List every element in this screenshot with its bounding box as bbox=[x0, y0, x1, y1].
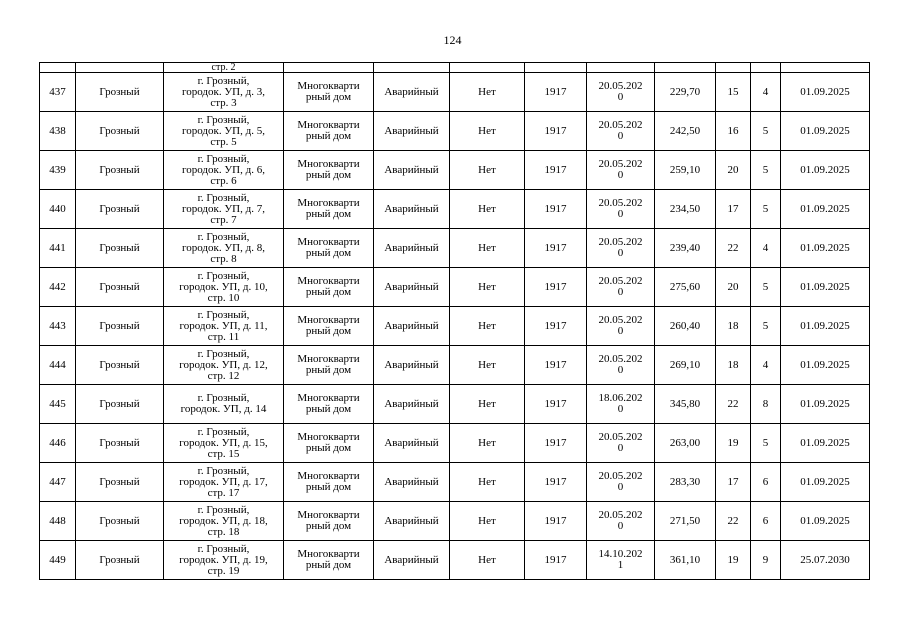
cell-deadline: 01.09.2025 bbox=[781, 190, 870, 229]
cell-type bbox=[284, 63, 374, 73]
cell-city: Грозный bbox=[76, 541, 164, 580]
cell-type-line: рный дом bbox=[305, 247, 352, 259]
cell-type-line: Многокварти bbox=[297, 236, 360, 248]
table-row bbox=[40, 268, 870, 307]
cell-num bbox=[40, 63, 76, 73]
cell-area: 345,80 bbox=[655, 385, 716, 424]
table-row bbox=[40, 190, 870, 229]
cell-year: 1917 bbox=[525, 229, 587, 268]
cell-address-line: г. Грозный, bbox=[197, 425, 250, 438]
cell-count-2: 5 bbox=[751, 268, 781, 307]
cell-count-2: 4 bbox=[751, 346, 781, 385]
cell-address-line: городок. УП, д. 18, bbox=[179, 514, 268, 527]
cell-area bbox=[655, 63, 716, 73]
cell-type bbox=[284, 73, 374, 112]
cell-area: 234,50 bbox=[655, 190, 716, 229]
cell-flag: Нет bbox=[450, 73, 525, 112]
cell-type-line: Многокварти bbox=[297, 509, 360, 521]
cell-status: Аварийный bbox=[374, 229, 450, 268]
cell-count-1: 22 bbox=[716, 502, 751, 541]
cell-type-line: рный дом bbox=[305, 520, 352, 532]
cell-date-line: 20.05.202 bbox=[598, 119, 643, 131]
cell-date-line: 0 bbox=[617, 208, 624, 220]
cell-address-line: городок. УП, д. 7, bbox=[182, 202, 265, 215]
cell-num: 441 bbox=[40, 229, 76, 268]
cell-address bbox=[164, 385, 284, 424]
cell-flag: Нет bbox=[450, 502, 525, 541]
cell-type-line: Многокварти bbox=[297, 470, 360, 482]
cell-city: Грозный bbox=[76, 190, 164, 229]
cell-area: 269,10 bbox=[655, 346, 716, 385]
cell-status: Аварийный bbox=[374, 112, 450, 151]
cell-deadline: 01.09.2025 bbox=[781, 229, 870, 268]
cell-city: Грозный bbox=[76, 151, 164, 190]
cell-date-line: 20.05.202 bbox=[598, 158, 643, 170]
cell-address bbox=[164, 73, 284, 112]
cell-count-1: 15 bbox=[716, 73, 751, 112]
cell-num: 446 bbox=[40, 424, 76, 463]
cell-count-2: 5 bbox=[751, 424, 781, 463]
cell-count-1: 19 bbox=[716, 541, 751, 580]
cell-address-line: г. Грозный, bbox=[197, 347, 250, 360]
page-number: 124 bbox=[443, 33, 462, 47]
cell-count-1: 18 bbox=[716, 307, 751, 346]
cell-date-line: 14.10.202 bbox=[598, 548, 643, 560]
cell-type bbox=[284, 541, 374, 580]
cell-deadline: 01.09.2025 bbox=[781, 502, 870, 541]
cell-type bbox=[284, 502, 374, 541]
cell-address-line: городок. УП, д. 6, bbox=[182, 163, 265, 176]
cell-flag bbox=[450, 63, 525, 73]
cell-type-line: рный дом bbox=[305, 442, 352, 454]
cell-date bbox=[587, 268, 655, 307]
cell-date bbox=[587, 190, 655, 229]
cell-flag: Нет bbox=[450, 112, 525, 151]
cell-date-line: 0 bbox=[617, 442, 624, 454]
cell-city: Грозный bbox=[76, 385, 164, 424]
cell-area: 242,50 bbox=[655, 112, 716, 151]
table-row bbox=[40, 73, 870, 112]
cell-type bbox=[284, 268, 374, 307]
cell-date-line: 20.05.202 bbox=[598, 236, 643, 248]
table-row bbox=[40, 541, 870, 580]
cell-status: Аварийный bbox=[374, 151, 450, 190]
cell-address-line: городок. УП, д. 3, bbox=[182, 85, 265, 98]
cell-count-2: 5 bbox=[751, 307, 781, 346]
cell-year: 1917 bbox=[525, 307, 587, 346]
cell-deadline: 25.07.2030 bbox=[781, 541, 870, 580]
cell-date bbox=[587, 541, 655, 580]
cell-address-line: стр. 15 bbox=[207, 447, 240, 460]
cell-num: 447 bbox=[40, 463, 76, 502]
cell-flag: Нет bbox=[450, 385, 525, 424]
cell-area: 271,50 bbox=[655, 502, 716, 541]
table-row bbox=[40, 229, 870, 268]
cell-area: 283,30 bbox=[655, 463, 716, 502]
cell-flag: Нет bbox=[450, 151, 525, 190]
cell-date bbox=[587, 502, 655, 541]
cell-date-line: 1 bbox=[617, 559, 624, 571]
cell-address-line: городок. УП, д. 11, bbox=[179, 319, 268, 332]
cell-type-line: Многокварти bbox=[297, 353, 360, 365]
cell-count-2 bbox=[751, 63, 781, 73]
cell-area: 259,10 bbox=[655, 151, 716, 190]
cell-year: 1917 bbox=[525, 112, 587, 151]
cell-year: 1917 bbox=[525, 541, 587, 580]
cell-city bbox=[76, 63, 164, 73]
cell-num: 448 bbox=[40, 502, 76, 541]
table-row bbox=[40, 502, 870, 541]
cell-deadline: 01.09.2025 bbox=[781, 463, 870, 502]
cell-year: 1917 bbox=[525, 73, 587, 112]
cell-address-line: городок. УП, д. 14 bbox=[180, 403, 267, 415]
cell-address-line: городок. УП, д. 5, bbox=[182, 124, 265, 137]
cell-flag: Нет bbox=[450, 307, 525, 346]
cell-city: Грозный bbox=[76, 112, 164, 151]
cell-city: Грозный bbox=[76, 463, 164, 502]
cell-address-line: г. Грозный, bbox=[197, 230, 250, 243]
cell-deadline: 01.09.2025 bbox=[781, 346, 870, 385]
cell-flag: Нет bbox=[450, 190, 525, 229]
cell-address-line: г. Грозный, bbox=[197, 542, 250, 555]
cell-year: 1917 bbox=[525, 346, 587, 385]
cell-address-line: стр. 8 bbox=[210, 252, 237, 265]
cell-flag: Нет bbox=[450, 346, 525, 385]
cell-flag: Нет bbox=[450, 463, 525, 502]
cell-address bbox=[164, 268, 284, 307]
cell-address bbox=[164, 151, 284, 190]
cell-date-line: 0 bbox=[617, 91, 624, 103]
cell-date-line: 20.05.202 bbox=[598, 470, 643, 482]
cell-address bbox=[164, 541, 284, 580]
cell-status: Аварийный bbox=[374, 502, 450, 541]
cell-address: стр. 2 bbox=[164, 63, 284, 73]
cell-city: Грозный bbox=[76, 307, 164, 346]
cell-type bbox=[284, 151, 374, 190]
cell-type-line: рный дом bbox=[305, 169, 352, 181]
cell-date-line: 20.05.202 bbox=[598, 431, 643, 443]
cell-address-line: стр. 12 bbox=[207, 369, 240, 382]
cell-address-line: городок. УП, д. 8, bbox=[182, 241, 265, 254]
cell-status: Аварийный bbox=[374, 541, 450, 580]
table-row bbox=[40, 151, 870, 190]
cell-date bbox=[587, 151, 655, 190]
cell-status: Аварийный bbox=[374, 424, 450, 463]
cell-address bbox=[164, 229, 284, 268]
cell-address-line: г. Грозный, bbox=[197, 191, 250, 204]
cell-area: 229,70 bbox=[655, 73, 716, 112]
cell-deadline: 01.09.2025 bbox=[781, 151, 870, 190]
cell-address-line: стр. 5 bbox=[210, 135, 237, 148]
cell-type bbox=[284, 385, 374, 424]
cell-deadline: 01.09.2025 bbox=[781, 112, 870, 151]
cell-date bbox=[587, 346, 655, 385]
cell-date-line: 0 bbox=[617, 481, 624, 493]
cell-date-line: 0 bbox=[617, 247, 624, 259]
table-row bbox=[40, 424, 870, 463]
cell-date bbox=[587, 112, 655, 151]
cell-count-2: 8 bbox=[751, 385, 781, 424]
cell-type-line: рный дом bbox=[305, 325, 352, 337]
cell-address-line: стр. 7 bbox=[210, 213, 237, 226]
cell-type-line: рный дом bbox=[305, 208, 352, 220]
cell-year: 1917 bbox=[525, 268, 587, 307]
cell-address-line: г. Грозный, bbox=[197, 113, 250, 126]
cell-year: 1917 bbox=[525, 502, 587, 541]
cell-type-line: рный дом bbox=[305, 130, 352, 142]
table-row bbox=[40, 463, 870, 502]
cell-date bbox=[587, 463, 655, 502]
cell-address bbox=[164, 463, 284, 502]
cell-address-line: городок. УП, д. 17, bbox=[179, 475, 268, 488]
cell-address-line: г. Грозный, bbox=[197, 392, 250, 404]
cell-count-2: 6 bbox=[751, 502, 781, 541]
cell-address-line: городок. УП, д. 15, bbox=[179, 436, 268, 449]
cell-date-line: 0 bbox=[617, 325, 624, 337]
cell-date-line: 20.05.202 bbox=[598, 275, 643, 287]
cell-type-line: Многокварти bbox=[297, 275, 360, 287]
cell-address-line: стр. 18 bbox=[207, 525, 240, 538]
cell-date-line: 0 bbox=[617, 169, 624, 181]
table-row bbox=[40, 112, 870, 151]
cell-count-1: 17 bbox=[716, 190, 751, 229]
cell-date-line: 0 bbox=[617, 520, 624, 532]
cell-count-1: 18 bbox=[716, 346, 751, 385]
table-row bbox=[40, 307, 870, 346]
cell-date-line: 20.05.202 bbox=[598, 80, 643, 92]
cell-type-line: Многокварти bbox=[297, 314, 360, 326]
cell-deadline: 01.09.2025 bbox=[781, 73, 870, 112]
cell-num: 449 bbox=[40, 541, 76, 580]
cell-area: 275,60 bbox=[655, 268, 716, 307]
cell-type-line: рный дом bbox=[305, 481, 352, 493]
cell-type bbox=[284, 229, 374, 268]
cell-count-2: 5 bbox=[751, 151, 781, 190]
cell-num: 437 bbox=[40, 73, 76, 112]
cell-address bbox=[164, 112, 284, 151]
cell-flag: Нет bbox=[450, 541, 525, 580]
cell-deadline: 01.09.2025 bbox=[781, 385, 870, 424]
cell-count-1: 20 bbox=[716, 151, 751, 190]
cell-address-line: стр. 19 bbox=[207, 564, 240, 577]
cell-area: 260,40 bbox=[655, 307, 716, 346]
cell-type bbox=[284, 190, 374, 229]
cell-type bbox=[284, 424, 374, 463]
cell-num: 443 bbox=[40, 307, 76, 346]
cell-date bbox=[587, 229, 655, 268]
cell-num: 445 bbox=[40, 385, 76, 424]
cell-address-line: городок. УП, д. 10, bbox=[179, 280, 268, 293]
cell-status: Аварийный bbox=[374, 385, 450, 424]
cell-type-line: рный дом bbox=[305, 91, 352, 103]
cell-num: 444 bbox=[40, 346, 76, 385]
cell-year: 1917 bbox=[525, 151, 587, 190]
cell-address-line: стр. 10 bbox=[207, 291, 240, 304]
cell-address-line: г. Грозный, bbox=[197, 464, 250, 477]
cell-type-line: рный дом bbox=[305, 559, 352, 571]
cell-date-line: 18.06.202 bbox=[598, 392, 643, 404]
table-row bbox=[40, 385, 870, 424]
table-row-partial bbox=[40, 63, 870, 73]
cell-area: 239,40 bbox=[655, 229, 716, 268]
cell-count-1: 17 bbox=[716, 463, 751, 502]
cell-deadline: 01.09.2025 bbox=[781, 268, 870, 307]
cell-address-line: г. Грозный, bbox=[197, 152, 250, 165]
cell-address bbox=[164, 346, 284, 385]
cell-year: 1917 bbox=[525, 190, 587, 229]
cell-address-line: стр. 11 bbox=[207, 330, 240, 343]
cell-city: Грозный bbox=[76, 346, 164, 385]
cell-date bbox=[587, 424, 655, 463]
cell-area: 361,10 bbox=[655, 541, 716, 580]
cell-year: 1917 bbox=[525, 385, 587, 424]
cell-num: 438 bbox=[40, 112, 76, 151]
cell-address-line: городок. УП, д. 19, bbox=[179, 553, 268, 566]
cell-date bbox=[587, 385, 655, 424]
cell-date bbox=[587, 307, 655, 346]
cell-count-1: 19 bbox=[716, 424, 751, 463]
cell-type-line: рный дом bbox=[305, 286, 352, 298]
cell-address bbox=[164, 307, 284, 346]
cell-address-line: г. Грозный, bbox=[197, 308, 250, 321]
cell-address-line: г. Грозный, bbox=[197, 269, 250, 282]
cell-deadline: 01.09.2025 bbox=[781, 307, 870, 346]
cell-type bbox=[284, 307, 374, 346]
cell-address-line: стр. 3 bbox=[210, 96, 237, 109]
cell-num: 440 bbox=[40, 190, 76, 229]
cell-deadline bbox=[781, 63, 870, 73]
cell-date bbox=[587, 73, 655, 112]
cell-flag: Нет bbox=[450, 268, 525, 307]
cell-year: 1917 bbox=[525, 463, 587, 502]
cell-date-line: 0 bbox=[617, 364, 624, 376]
cell-count-1: 16 bbox=[716, 112, 751, 151]
cell-type-line: Многокварти bbox=[297, 158, 360, 170]
table-row bbox=[40, 346, 870, 385]
cell-status bbox=[374, 63, 450, 73]
cell-year bbox=[525, 63, 587, 73]
cell-date-line: 20.05.202 bbox=[598, 197, 643, 209]
cell-count-2: 6 bbox=[751, 463, 781, 502]
cell-date bbox=[587, 63, 655, 73]
cell-city: Грозный bbox=[76, 424, 164, 463]
cell-type-line: рный дом bbox=[305, 364, 352, 376]
cell-count-1: 22 bbox=[716, 385, 751, 424]
cell-address-line: стр. 6 bbox=[210, 174, 237, 187]
cell-address bbox=[164, 424, 284, 463]
cell-address bbox=[164, 502, 284, 541]
cell-type-line: Многокварти bbox=[297, 392, 360, 404]
cell-type-line: Многокварти bbox=[297, 80, 360, 92]
cell-date-line: 20.05.202 bbox=[598, 314, 643, 326]
cell-count-2: 5 bbox=[751, 112, 781, 151]
cell-address-line: г. Грозный, bbox=[197, 503, 250, 516]
housing-registry-table bbox=[39, 62, 870, 580]
cell-city: Грозный bbox=[76, 268, 164, 307]
cell-type-line: Многокварти bbox=[297, 197, 360, 209]
cell-type-line: Многокварти bbox=[297, 119, 360, 131]
cell-date-line: 0 bbox=[617, 403, 624, 415]
table-body bbox=[40, 63, 870, 580]
cell-city: Грозный bbox=[76, 73, 164, 112]
cell-status: Аварийный bbox=[374, 73, 450, 112]
cell-status: Аварийный bbox=[374, 307, 450, 346]
cell-address bbox=[164, 190, 284, 229]
cell-flag: Нет bbox=[450, 229, 525, 268]
cell-address-line: г. Грозный, bbox=[197, 74, 250, 87]
cell-address-line: городок. УП, д. 12, bbox=[179, 358, 268, 371]
cell-num: 439 bbox=[40, 151, 76, 190]
cell-type-line: Многокварти bbox=[297, 431, 360, 443]
cell-status: Аварийный bbox=[374, 346, 450, 385]
cell-status: Аварийный bbox=[374, 268, 450, 307]
cell-count-2: 9 bbox=[751, 541, 781, 580]
cell-date-line: 0 bbox=[617, 130, 624, 142]
cell-count-1 bbox=[716, 63, 751, 73]
cell-type bbox=[284, 463, 374, 502]
cell-count-2: 4 bbox=[751, 73, 781, 112]
cell-date-line: 20.05.202 bbox=[598, 509, 643, 521]
cell-status: Аварийный bbox=[374, 463, 450, 502]
cell-year: 1917 bbox=[525, 424, 587, 463]
cell-city: Грозный bbox=[76, 229, 164, 268]
cell-deadline: 01.09.2025 bbox=[781, 424, 870, 463]
cell-status: Аварийный bbox=[374, 190, 450, 229]
cell-date-line: 20.05.202 bbox=[598, 353, 643, 365]
cell-city: Грозный bbox=[76, 502, 164, 541]
cell-count-1: 20 bbox=[716, 268, 751, 307]
cell-area: 263,00 bbox=[655, 424, 716, 463]
cell-type-line: Многокварти bbox=[297, 548, 360, 560]
cell-date-line: 0 bbox=[617, 286, 624, 298]
cell-type bbox=[284, 112, 374, 151]
cell-type bbox=[284, 346, 374, 385]
cell-flag: Нет bbox=[450, 424, 525, 463]
cell-address-line: стр. 17 bbox=[207, 486, 240, 499]
cell-count-2: 5 bbox=[751, 190, 781, 229]
cell-count-2: 4 bbox=[751, 229, 781, 268]
cell-count-1: 22 bbox=[716, 229, 751, 268]
cell-num: 442 bbox=[40, 268, 76, 307]
cell-type-line: рный дом bbox=[305, 403, 352, 415]
